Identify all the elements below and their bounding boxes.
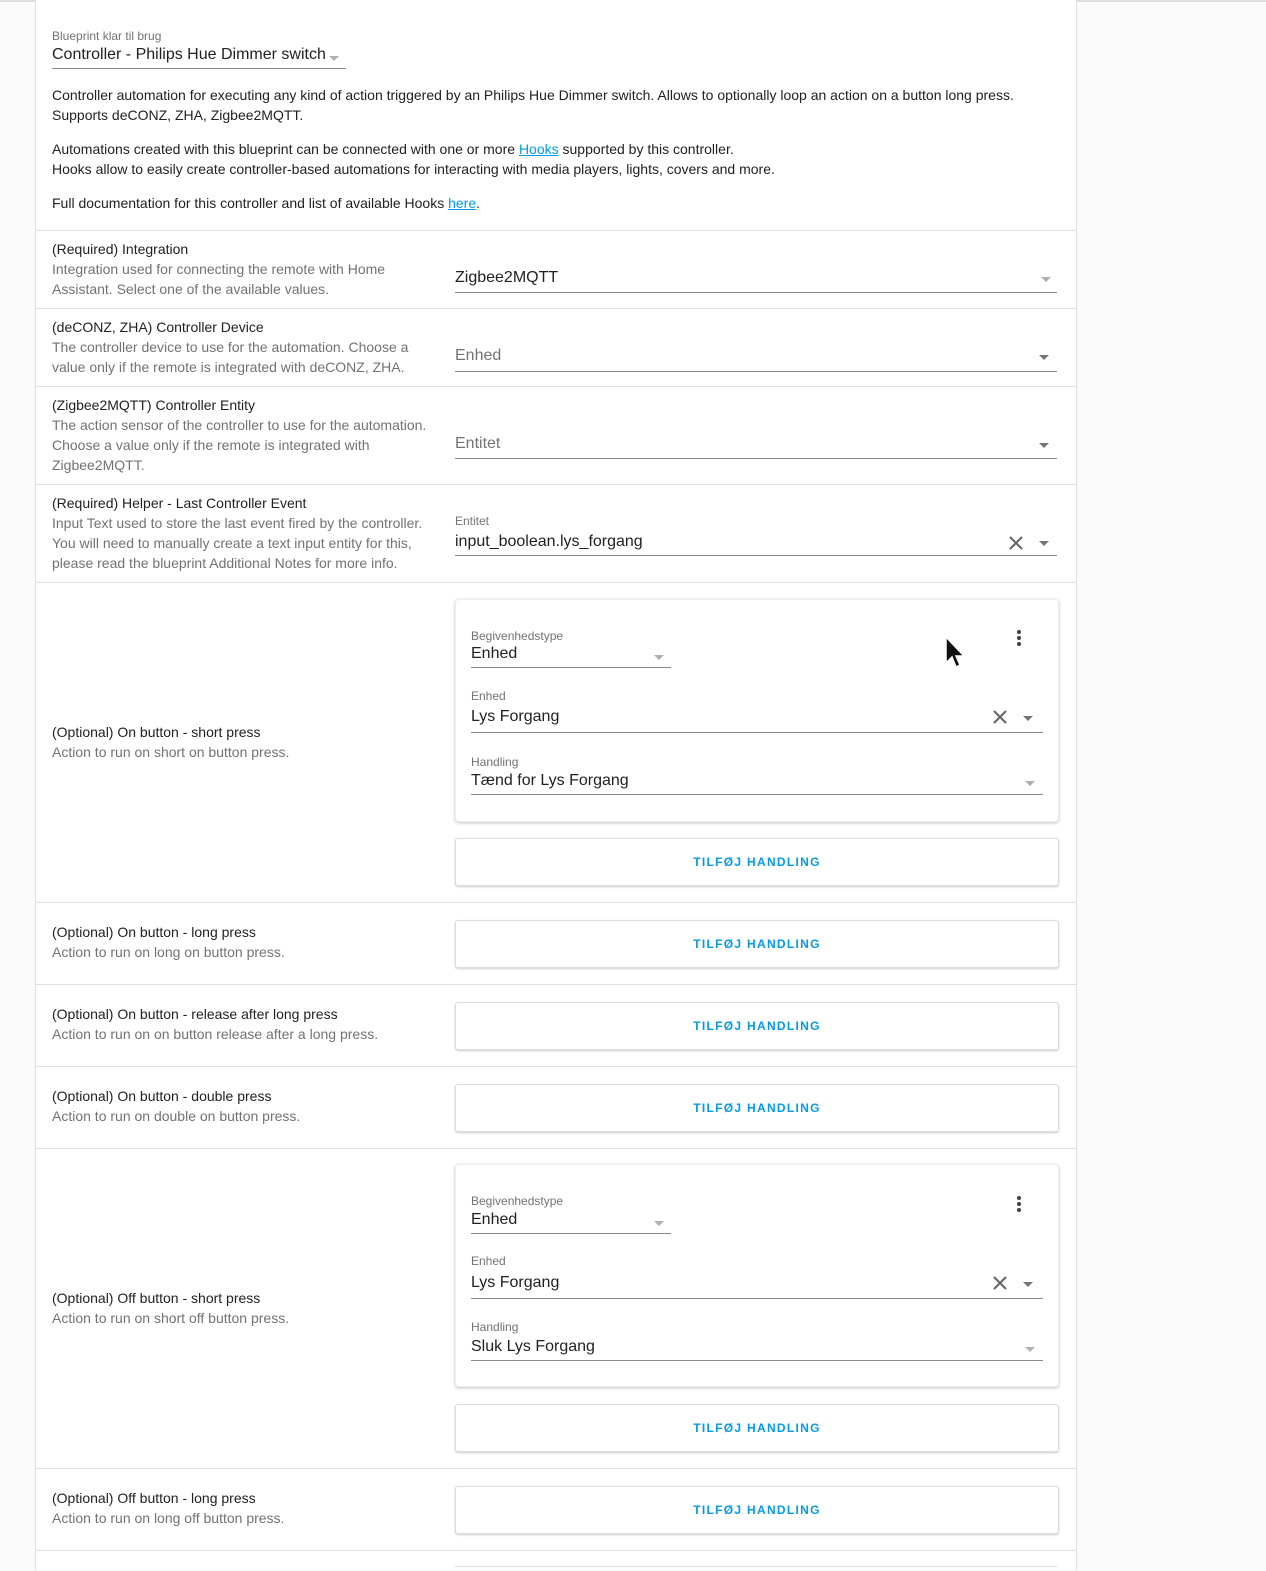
on-long-press-title: (Optional) On button - long press: [52, 924, 256, 940]
controller-entity-desc: The action sensor of the controller to use for the automation. Choose a value only if the remote is integrated with Zigbee2MQTT.: [52, 417, 427, 473]
action-label: Handling: [471, 1320, 519, 1334]
on-release-title: (Optional) On button - release after long press: [52, 1006, 338, 1022]
helper-underline: [455, 555, 1057, 556]
add-action-button[interactable]: TILFØJ HANDLING: [455, 1486, 1059, 1534]
device-underline: [471, 732, 1043, 733]
on-short-press-row: [36, 582, 1076, 903]
action-card: [455, 1164, 1059, 1387]
mouse-cursor-icon: [944, 636, 966, 670]
blueprint-select-value[interactable]: Controller - Philips Hue Dimmer switch: [52, 46, 326, 63]
description-line: Controller automation for executing any kind of action triggered by an Philips Hue Dimmer switch. Allows to optionally loop an action on a button long press.: [52, 87, 1014, 103]
chevron-down-icon[interactable]: [329, 56, 339, 61]
add-action-button[interactable]: TILFØJ HANDLING: [455, 920, 1059, 968]
hooks-text: [52, 139, 1062, 159]
chevron-down-icon[interactable]: [654, 655, 664, 660]
on-double-press-info: [52, 1086, 436, 1126]
chevron-down-icon[interactable]: [1025, 781, 1035, 786]
chevron-down-icon[interactable]: [1039, 541, 1049, 546]
off-long-press-row: [36, 1468, 1076, 1551]
event-type-underline: [471, 667, 671, 668]
next-add-action-button-edge: [455, 1566, 1057, 1571]
hooks-text-prefix: Automations created with this blueprint can be connected with one or more: [52, 141, 519, 157]
off-short-press-row: [36, 1148, 1076, 1469]
event-type-label: Begivenhedstype: [471, 629, 564, 643]
blueprint-select-label: Blueprint klar til brug: [52, 29, 162, 43]
device-underline: [471, 1298, 1043, 1299]
chevron-down-icon[interactable]: [1023, 716, 1033, 721]
controller-device-row: [36, 308, 1076, 387]
device-picker[interactable]: Lys Forgang: [471, 1274, 560, 1291]
blueprint-description: [52, 85, 1062, 213]
on-long-press-desc: Action to run on long on button press.: [52, 944, 285, 960]
chevron-down-icon[interactable]: [1023, 1282, 1033, 1287]
chevron-down-icon[interactable]: [1039, 443, 1049, 448]
add-action-button[interactable]: TILFØJ HANDLING: [455, 1002, 1059, 1050]
blueprint-select-underline: [52, 68, 346, 69]
on-double-press-desc: Action to run on double on button press.: [52, 1108, 301, 1124]
on-short-press-title: (Optional) On button - short press: [52, 724, 261, 740]
chevron-down-icon[interactable]: [654, 1221, 664, 1226]
blueprint-section: [36, 0, 1076, 231]
clear-icon[interactable]: [1007, 534, 1025, 552]
on-long-press-info: [52, 922, 436, 962]
action-underline: [471, 794, 1043, 795]
hooks-text-suffix: supported by this controller.: [558, 141, 734, 157]
action-card: [455, 599, 1059, 822]
integration-select-underline: [455, 292, 1057, 293]
docs-link[interactable]: here: [448, 195, 477, 211]
off-short-press-info: [52, 1288, 436, 1328]
helper-title: (Required) Helper - Last Controller Event: [52, 495, 307, 511]
action-select[interactable]: Tænd for Lys Forgang: [471, 772, 629, 789]
action-select[interactable]: Sluk Lys Forgang: [471, 1338, 595, 1355]
chevron-down-icon[interactable]: [1041, 277, 1051, 282]
on-release-row: [36, 984, 1076, 1067]
off-long-press-info: [52, 1488, 436, 1528]
blueprint-card: [35, 0, 1077, 1570]
action-underline: [471, 1360, 1043, 1361]
off-long-press-desc: Action to run on long off button press.: [52, 1510, 285, 1526]
add-action-button[interactable]: TILFØJ HANDLING: [455, 1084, 1059, 1132]
event-type-underline: [471, 1233, 671, 1234]
event-type-select[interactable]: Enhed: [471, 1211, 518, 1228]
event-type-label: Begivenhedstype: [471, 1194, 564, 1208]
helper-entity-picker[interactable]: input_boolean.lys_forgang: [455, 533, 643, 550]
on-long-press-row: [36, 902, 1076, 985]
off-short-press-desc: Action to run on short off button press.: [52, 1310, 290, 1326]
on-release-desc: Action to run on on button release after a long press.: [52, 1026, 379, 1042]
add-action-button[interactable]: TILFØJ HANDLING: [455, 838, 1059, 886]
event-type-select[interactable]: Enhed: [471, 645, 518, 662]
controller-entity-row: [36, 386, 1076, 485]
controller-entity-info: [52, 395, 436, 475]
helper-desc: Input Text used to store the last event fired by the controller. You will need to manually create a text input entity for this, please read the blueprint Additional Notes for more info.: [52, 515, 423, 571]
hooks-link[interactable]: Hooks: [518, 141, 559, 157]
integration-desc: Integration used for connecting the remote with Home Assistant. Select one of the available values.: [52, 261, 386, 297]
description-line: Supports deCONZ, ZHA, Zigbee2MQTT.: [52, 107, 304, 123]
integration-title: (Required) Integration: [52, 241, 189, 257]
integration-info: [52, 239, 436, 299]
controller-entity-title: (Zigbee2MQTT) Controller Entity: [52, 397, 256, 413]
on-double-press-row: [36, 1066, 1076, 1149]
integration-row: [36, 230, 1076, 309]
off-short-press-title: (Optional) Off button - short press: [52, 1290, 261, 1306]
more-vertical-icon[interactable]: [1009, 628, 1029, 648]
device-label: Enhed: [471, 689, 506, 703]
clear-icon[interactable]: [991, 1274, 1009, 1292]
on-short-press-desc: Action to run on short on button press.: [52, 744, 290, 760]
helper-info: [52, 493, 436, 573]
off-long-press-title: (Optional) Off button - long press: [52, 1490, 256, 1506]
controller-device-desc: The controller device to use for the automation. Choose a value only if the remote is integrated with deCONZ, ZHA.: [52, 339, 409, 375]
controller-entity-picker[interactable]: Entitet: [455, 435, 501, 452]
device-label: Enhed: [471, 1254, 506, 1268]
docs-text-suffix: .: [476, 195, 481, 211]
device-picker[interactable]: Lys Forgang: [471, 708, 560, 725]
hooks-description: Hooks allow to easily create controller-based automations for interacting with media players, lights, covers and more.: [52, 161, 775, 177]
controller-device-underline: [455, 371, 1057, 372]
chevron-down-icon[interactable]: [1039, 355, 1049, 360]
helper-row: [36, 484, 1076, 583]
on-double-press-title: (Optional) On button - double press: [52, 1088, 272, 1104]
add-action-button[interactable]: TILFØJ HANDLING: [455, 1404, 1059, 1452]
controller-device-picker[interactable]: Enhed: [455, 347, 502, 364]
clear-icon[interactable]: [991, 708, 1009, 726]
more-vertical-icon[interactable]: [1009, 1194, 1029, 1214]
helper-field-label: Entitet: [455, 514, 490, 528]
chevron-down-icon[interactable]: [1025, 1347, 1035, 1352]
action-label: Handling: [471, 755, 519, 769]
docs-text-prefix: Full documentation for this controller and list of available Hooks: [52, 195, 449, 211]
on-short-press-info: [52, 722, 436, 762]
on-release-info: [52, 1004, 436, 1044]
controller-entity-underline: [455, 458, 1057, 459]
controller-device-info: [52, 317, 436, 377]
integration-select-value[interactable]: Zigbee2MQTT: [455, 269, 559, 286]
docs-text: [52, 193, 1062, 213]
controller-device-title: (deCONZ, ZHA) Controller Device: [52, 319, 264, 335]
